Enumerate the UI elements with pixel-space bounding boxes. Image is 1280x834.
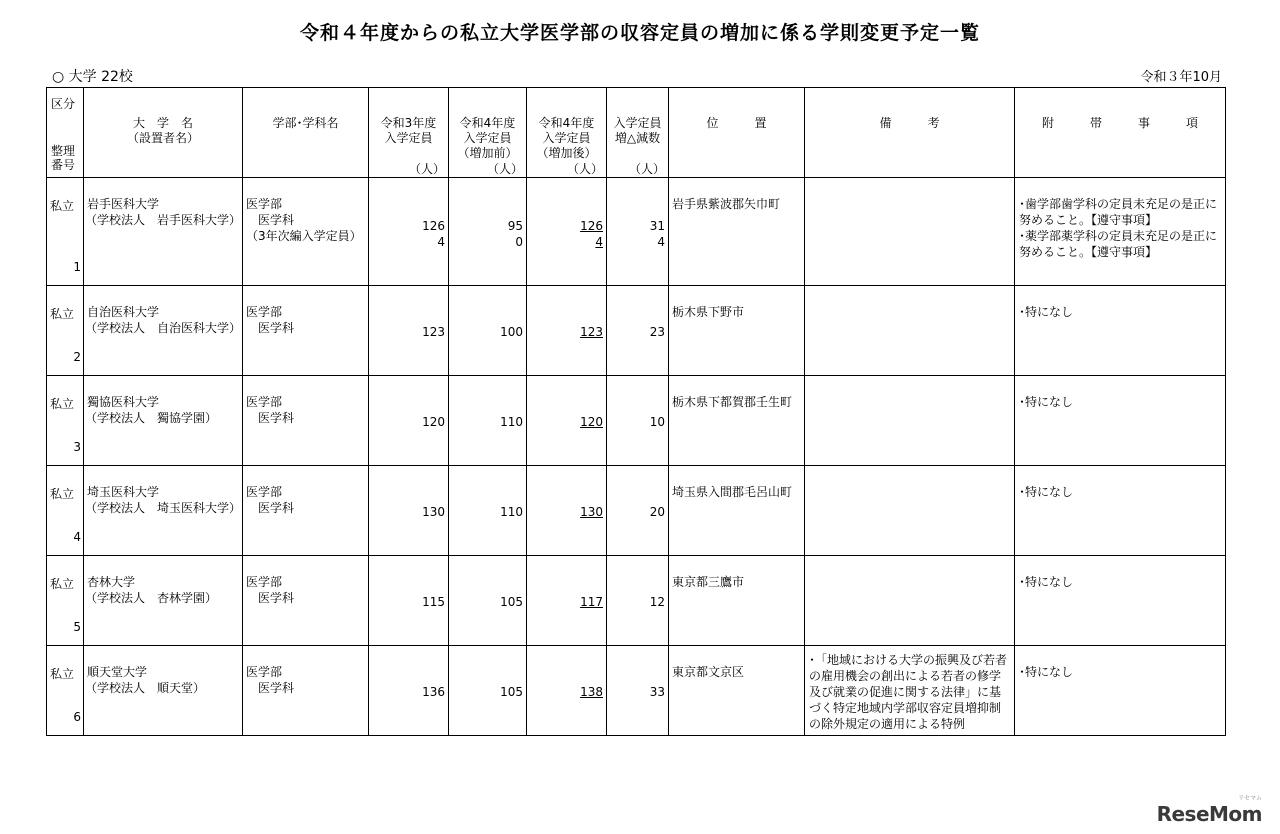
cell-kubun	[47, 178, 84, 286]
school-count: ○ 大学 22校	[52, 69, 133, 85]
university-owner: （学校法人 自治医科大学）	[85, 321, 242, 335]
cell-r4-after	[527, 556, 607, 646]
kubun-label: 私立	[50, 199, 75, 213]
cell-university	[84, 646, 243, 736]
cell-kubun	[47, 556, 84, 646]
resemom-logo: ReseMom	[1156, 802, 1262, 826]
cell-location: 東京都三鷹市	[669, 556, 805, 646]
cell-attached: ･歯学部歯学科の定員未充足の是正に努めること。【遵守事項】 ･薬学部薬学科の定員未充足の是正に努めること。【遵守事項】	[1015, 178, 1226, 286]
kubun-label: 私立	[50, 397, 75, 411]
cell-change: 33	[607, 646, 669, 736]
cell-university	[84, 286, 243, 376]
cell-remarks: ･「地域における大学の振興及び若者の雇用機会の創出による若者の修学及び就業の促進に関する法律」に基づく特定地域内学部収容定員増抑制の除外規定の適用による特例	[805, 646, 1015, 736]
document-date: 令和３年10月	[1140, 70, 1222, 85]
cell-change: 10	[607, 376, 669, 466]
header-attached: 附 帯 事 項	[1015, 88, 1226, 178]
cell-faculty: 医学部 医学科 （3年次編入学定員）	[243, 178, 369, 286]
cell-kubun	[47, 646, 84, 736]
row-number: 5	[73, 620, 81, 634]
cell-r4-before: 105	[449, 556, 527, 646]
cell-r3: 136	[369, 646, 449, 736]
header-remarks: 備 考	[805, 88, 1015, 178]
cell-location: 栃木県下野市	[669, 286, 805, 376]
r4-after-value: 138	[580, 685, 603, 699]
cell-university	[84, 178, 243, 286]
cell-faculty: 医学部 医学科	[243, 466, 369, 556]
university-owner: （学校法人 杏林学園）	[85, 591, 218, 605]
kubun-label: 私立	[50, 487, 75, 501]
university-name: 獨協医科大学	[87, 395, 160, 409]
cell-university	[84, 556, 243, 646]
cell-change: 31 4	[607, 178, 669, 286]
cell-r4-before: 95 0	[449, 178, 527, 286]
cell-remarks	[805, 178, 1015, 286]
header-location: 位 置	[669, 88, 805, 178]
university-owner: （学校法人 獨協学園）	[85, 411, 218, 425]
cell-remarks	[805, 556, 1015, 646]
kubun-label: 私立	[50, 307, 75, 321]
cell-attached: ･特になし	[1015, 466, 1226, 556]
header-row	[47, 88, 1226, 178]
cell-r4-before: 100	[449, 286, 527, 376]
cell-location: 栃木県下都賀郡壬生町	[669, 376, 805, 466]
cell-remarks	[805, 376, 1015, 466]
row-number: 4	[73, 530, 81, 544]
cell-r4-before: 110	[449, 466, 527, 556]
university-owner: （学校法人 埼玉医科大学）	[85, 501, 242, 515]
r4-after-value: 130	[580, 505, 603, 519]
table-row	[47, 376, 1226, 466]
cell-faculty: 医学部 医学科	[243, 286, 369, 376]
header-kubun	[47, 88, 84, 178]
cell-change: 23	[607, 286, 669, 376]
cell-kubun	[47, 286, 84, 376]
cell-remarks	[805, 286, 1015, 376]
cell-change: 12	[607, 556, 669, 646]
table-row	[47, 556, 1226, 646]
table-row	[47, 646, 1226, 736]
page-title: 令和４年度からの私立大学医学部の収容定員の増加に係る学則変更予定一覧	[299, 22, 980, 44]
table-row	[47, 466, 1226, 556]
r4-after-value: 126 4	[580, 219, 603, 249]
university-name: 順天堂大学	[87, 665, 148, 679]
r4-after-value: 120	[580, 415, 603, 429]
cell-r4-after	[527, 376, 607, 466]
header-faculty: 学部･学科名	[243, 88, 369, 178]
cell-change: 20	[607, 466, 669, 556]
cell-kubun	[47, 376, 84, 466]
cell-r4-before: 105	[449, 646, 527, 736]
cell-attached: ･特になし	[1015, 286, 1226, 376]
cell-location: 埼玉県入間郡毛呂山町	[669, 466, 805, 556]
university-owner: （学校法人 順天堂）	[85, 681, 206, 695]
table-row	[47, 178, 1226, 286]
cell-r4-after	[527, 466, 607, 556]
cell-r4-after	[527, 646, 607, 736]
header-r3: 令和3年度 入学定員 （人）	[369, 88, 449, 178]
cell-r3: 115	[369, 556, 449, 646]
logo-small-text: リセマム	[1238, 795, 1262, 802]
university-name: 埼玉医科大学	[87, 485, 160, 499]
cell-university	[84, 376, 243, 466]
header-name: 大 学 名 （設置者名）	[84, 88, 243, 178]
row-number: 6	[73, 710, 81, 724]
university-owner: （学校法人 岩手医科大学）	[85, 213, 242, 227]
university-name: 自治医科大学	[87, 305, 160, 319]
cell-r4-after	[527, 178, 607, 286]
cell-attached: ･特になし	[1015, 646, 1226, 736]
kubun-label: 私立	[50, 577, 75, 591]
r4-after-value: 117	[580, 595, 603, 609]
cell-attached: ･特になし	[1015, 376, 1226, 466]
university-name: 杏林大学	[87, 575, 136, 589]
cell-location: 東京都文京区	[669, 646, 805, 736]
cell-r3: 130	[369, 466, 449, 556]
kubun-label: 私立	[50, 667, 75, 681]
cell-kubun	[47, 466, 84, 556]
cell-r3: 126 4	[369, 178, 449, 286]
cell-r4-after	[527, 286, 607, 376]
cell-r4-before: 110	[449, 376, 527, 466]
header-r4-after: 令和4年度 入学定員 （増加後） （人）	[527, 88, 607, 178]
header-change: 入学定員 増△減数 （人）	[607, 88, 669, 178]
cell-r3: 120	[369, 376, 449, 466]
row-number: 1	[73, 260, 81, 274]
table-row	[47, 286, 1226, 376]
university-name: 岩手医科大学	[87, 197, 160, 211]
header-r4-before: 令和4年度 入学定員 （増加前） （人）	[449, 88, 527, 178]
cell-faculty: 医学部 医学科	[243, 376, 369, 466]
cell-faculty: 医学部 医学科	[243, 556, 369, 646]
cell-r3: 123	[369, 286, 449, 376]
row-number: 2	[73, 350, 81, 364]
cell-university	[84, 466, 243, 556]
header-kubun-bottom: 整理 番号	[51, 144, 76, 172]
r4-after-value: 123	[580, 325, 603, 339]
enrollment-table	[46, 87, 1226, 736]
cell-remarks	[805, 466, 1015, 556]
cell-location: 岩手県紫波郡矢巾町	[669, 178, 805, 286]
cell-attached: ･特になし	[1015, 556, 1226, 646]
cell-faculty: 医学部 医学科	[243, 646, 369, 736]
row-number: 3	[73, 440, 81, 454]
header-kubun-top: 区分	[51, 97, 76, 111]
